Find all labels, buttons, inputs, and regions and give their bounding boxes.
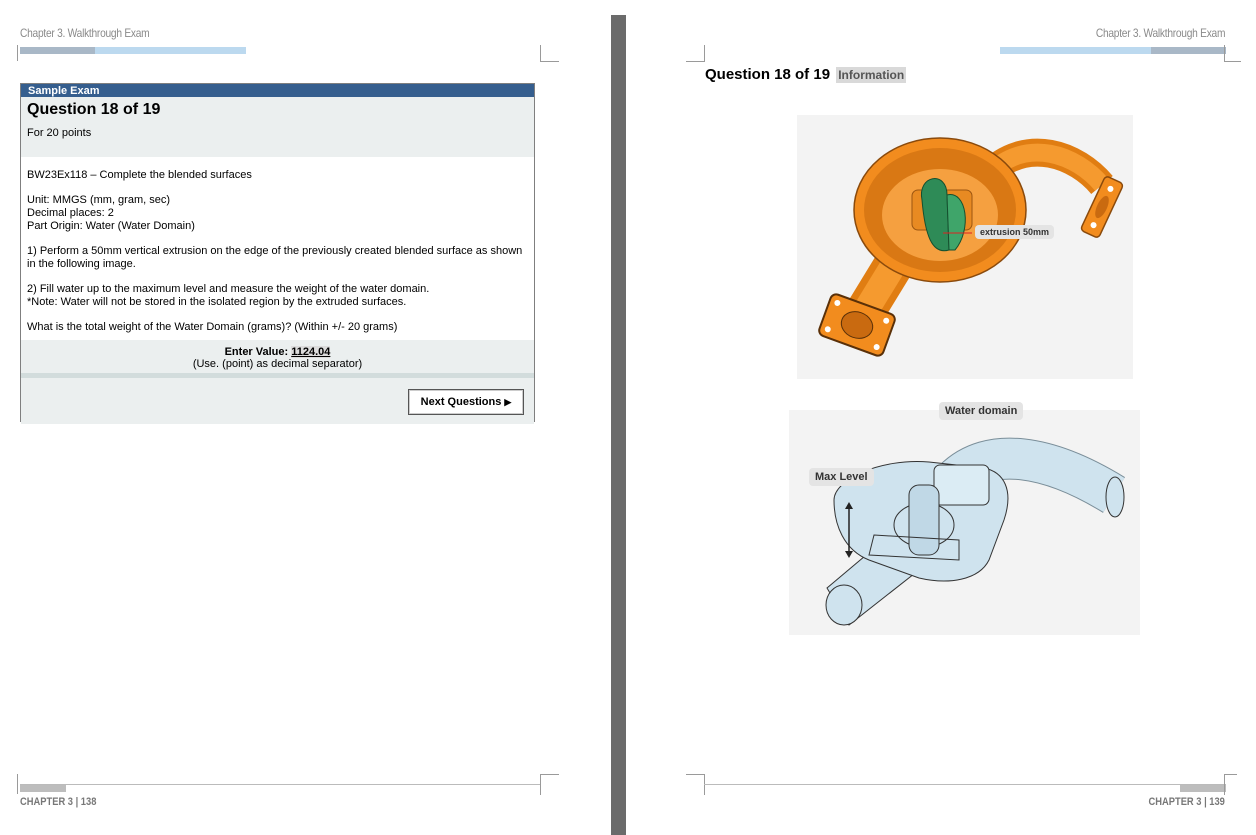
exam-panel — [20, 83, 535, 422]
header-bar-light — [1000, 47, 1151, 54]
chapter-header: Chapter 3. Walkthrough Exam — [1095, 26, 1225, 40]
max-level-callout: Max Level — [809, 468, 874, 486]
page-gutter — [611, 15, 626, 835]
play-arrow-icon: ▶ — [504, 397, 512, 407]
panel-footer — [21, 378, 534, 424]
question-number: Question 18 of 19 — [27, 101, 161, 118]
header-bar-dark — [1151, 47, 1226, 54]
note-line: *Note: Water will not be stored in the isolated region by the extruded surfaces. — [27, 296, 407, 308]
extrusion-callout: extrusion 50mm — [975, 225, 1054, 239]
header-bar-dark — [20, 47, 95, 54]
crop-mark — [540, 774, 559, 795]
next-questions-button[interactable] — [408, 389, 524, 415]
figure-part-render — [797, 115, 1133, 379]
question-heading — [705, 66, 906, 83]
question-body — [21, 157, 534, 340]
question-number: Question 18 of 19 — [705, 66, 831, 83]
footer-bar — [20, 785, 66, 792]
crop-mark — [17, 45, 18, 61]
origin-line: Part Origin: Water (Water Domain) — [27, 220, 195, 232]
part-illustration — [797, 115, 1133, 379]
crop-mark — [1224, 774, 1237, 795]
next-button-label: Next Questions — [420, 396, 502, 408]
panel-title: Sample Exam — [21, 84, 534, 97]
question-code: BW23Ex118 – Complete the blended surfaces — [27, 169, 252, 181]
unit-line: Unit: MMGS (mm, gram, sec) — [27, 194, 171, 206]
points-label: For 20 points — [27, 127, 92, 139]
information-tag: Information — [838, 68, 905, 82]
figure-water-domain — [789, 405, 1140, 635]
water-domain-illustration — [789, 410, 1140, 635]
footer-rule — [704, 784, 1226, 785]
left-page — [0, 0, 611, 835]
right-page — [626, 0, 1256, 835]
crop-mark — [686, 45, 705, 62]
crop-mark — [686, 774, 705, 795]
enter-value-label: Enter Value: — [224, 346, 289, 358]
footer-bar — [1180, 785, 1226, 792]
question-prompt: What is the total weight of the Water Domain (grams)? (Within +/- 20 grams) — [27, 321, 398, 333]
crop-mark — [1224, 45, 1241, 62]
crop-mark — [17, 774, 18, 794]
separator-note: (Use. (point) as decimal separator) — [192, 358, 363, 370]
step-2: 2) Fill water up to the maximum level and measure the weight of the water domain. — [27, 283, 430, 295]
question-header — [21, 97, 534, 157]
page-footer: CHAPTER 3 | 139 — [1148, 796, 1225, 808]
decimal-line: Decimal places: 2 — [27, 207, 114, 219]
answer-value[interactable]: 1124.04 — [291, 346, 331, 358]
answer-area — [21, 340, 534, 378]
page-footer: CHAPTER 3 | 138 — [20, 796, 97, 808]
footer-rule — [20, 784, 540, 785]
chapter-header: Chapter 3. Walkthrough Exam — [20, 26, 150, 40]
step-1: 1) Perform a 50mm vertical extrusion on the edge of the previously created blended surface as shown in the following image. — [27, 245, 523, 270]
header-bar-light — [95, 47, 246, 54]
water-domain-callout: Water domain — [939, 402, 1023, 420]
crop-mark — [540, 45, 559, 62]
